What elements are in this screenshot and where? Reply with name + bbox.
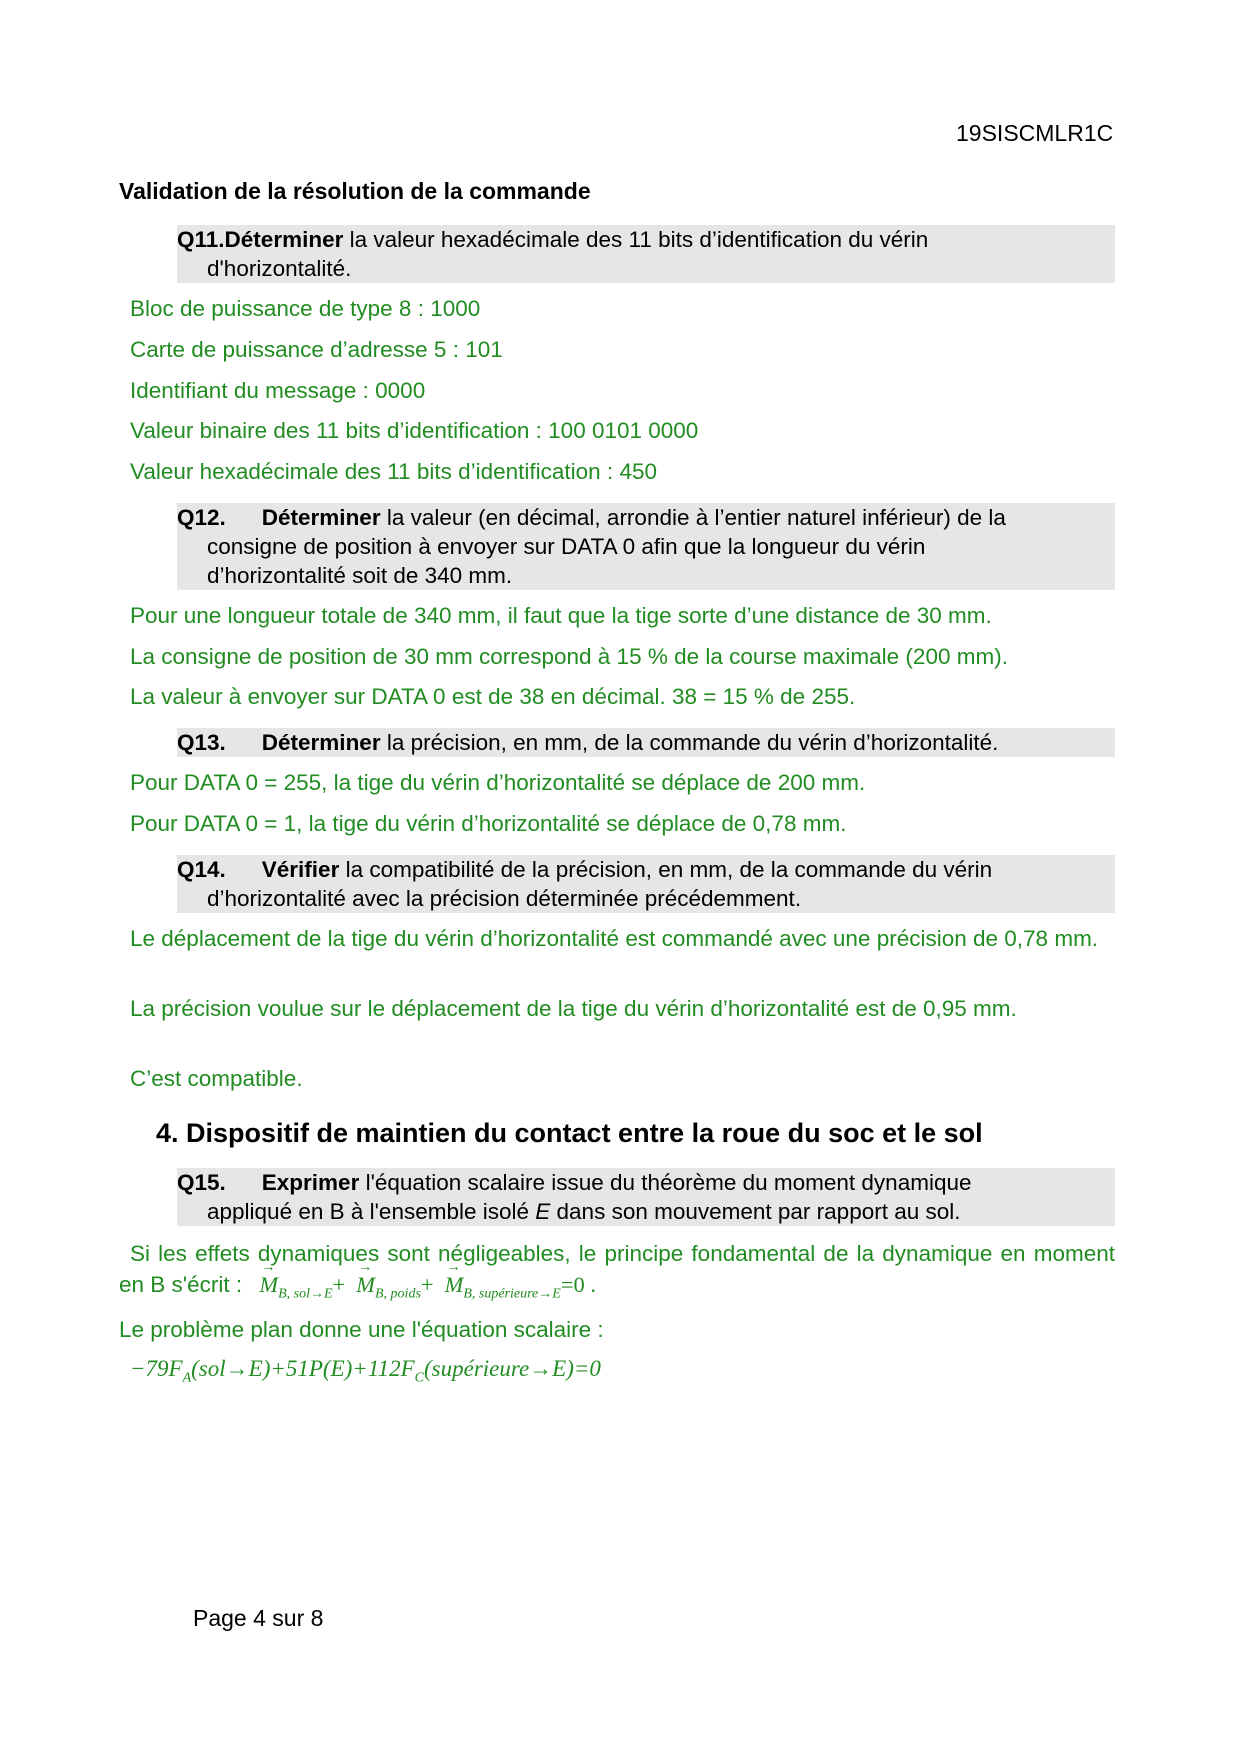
question-number: Q13. [177, 730, 226, 755]
moment-term: → M [248, 1269, 278, 1300]
answer-line: Identifiant du message : 0000 [130, 378, 426, 403]
answer-line: Pour une longueur totale de 340 mm, il faut que la tige sorte d’une distance de 30 mm. [130, 603, 992, 628]
question-text: l'équation scalaire issue du théorème du moment dynamique [359, 1170, 972, 1195]
question-number: Q15. [177, 1170, 226, 1195]
question-number: Q12. [177, 505, 226, 530]
scalar-equation: $-79F_A(sol\to E)+51P(E)+112F_C(supérieure\to E)=0$ [130, 1356, 601, 1386]
question-text: la valeur (en décimal, arrondie à l’entier naturel inférieur) de la [380, 505, 1006, 530]
section-title: Validation de la résolution de la commande [119, 178, 591, 204]
question-text: la précision, en mm, de la commande du vérin d’horizontalité. [380, 730, 999, 755]
answer-paragraph: La précision voulue sur le déplacement de la tige du vérin d’horizontalité est de 0,95 mm. [130, 996, 1017, 1021]
question-number: Q11. [177, 227, 225, 252]
moment-term: → M [345, 1269, 375, 1300]
question-verb: Exprimer [261, 1170, 360, 1195]
question-q12 [177, 503, 1115, 590]
answer-paragraph: Le déplacement de la tige du vérin d’horizontalité est commandé avec une précision de 0,78 mm. [130, 926, 1099, 951]
question-verb: Déterminer [224, 227, 344, 252]
answer-paragraph [119, 1238, 1115, 1310]
question-text: d'horizontalité. [207, 256, 352, 281]
variable-e: E [535, 1199, 551, 1224]
question-text: la valeur hexadécimale des 11 bits d’identification du vérin [343, 227, 929, 252]
question-verb: Vérifier [261, 857, 340, 882]
question-text: d’horizontalité avec la précision déterminée précédemment. [207, 886, 802, 911]
moment-subscript: B, poids [375, 1286, 421, 1302]
question-q13 [177, 728, 1115, 757]
question-q14 [177, 855, 1115, 913]
answer-line: C’est compatible. [130, 1066, 303, 1091]
moment-subscript: B, supérieure→E [463, 1286, 561, 1302]
question-text: d’horizontalité soit de 340 mm. [207, 563, 513, 588]
moment-subscript: B, sol→E [278, 1286, 333, 1302]
question-number: Q14. [177, 857, 226, 882]
answer-line: La valeur à envoyer sur DATA 0 est de 38 en décimal. 38 = 15 % de 255. [130, 684, 856, 709]
answer-line: Valeur hexadécimale des 11 bits d’identification : 450 [130, 459, 657, 484]
answer-line: La consigne de position de 30 mm correspond à 15 % de la course maximale (200 mm). [130, 644, 1008, 669]
moment-term: → M [434, 1269, 464, 1300]
question-text: la compatibilité de la précision, en mm, de la commande du vérin [339, 857, 993, 882]
question-q11 [177, 225, 1115, 283]
answer-line: Valeur binaire des 11 bits d’identification : 100 0101 0000 [130, 418, 699, 443]
answer-line: Pour DATA 0 = 255, la tige du vérin d’horizontalité se déplace de 200 mm. [130, 770, 866, 795]
answer-line: Bloc de puissance de type 8 : 1000 [130, 296, 481, 321]
moment-equation: → $M_{B, sol\to E}+\to M_{B, poids}+\to M_{B, supérieure\to E}=0$ . [248, 1272, 596, 1297]
section-4-title: 4. Dispositif de maintien du contact entre la roue du soc et le sol [156, 1118, 983, 1148]
answer-line: Le problème plan donne une l'équation scalaire : [119, 1317, 604, 1342]
question-q15 [177, 1168, 1115, 1226]
question-verb: Déterminer [261, 505, 381, 530]
answer-line: Carte de puissance d’adresse 5 : 101 [130, 337, 503, 362]
page-footer: Page 4 sur 8 [193, 1605, 324, 1631]
answer-line: Pour DATA 0 = 1, la tige du vérin d’horizontalité se déplace de 0,78 mm. [130, 811, 847, 836]
answer-text: Si les effets dynamiques sont négligeables, le principe fondamental de la dynamique en moment en B s'écrit : [119, 1241, 1115, 1297]
question-text: appliqué en B à l'ensemble isolé E dans son mouvement par rapport au sol. [207, 1199, 961, 1224]
document-code: 19SISCMLR1C [956, 120, 1114, 146]
question-verb: Déterminer [261, 730, 381, 755]
question-text: consigne de position à envoyer sur DATA 0 afin que la longueur du vérin [207, 534, 926, 559]
